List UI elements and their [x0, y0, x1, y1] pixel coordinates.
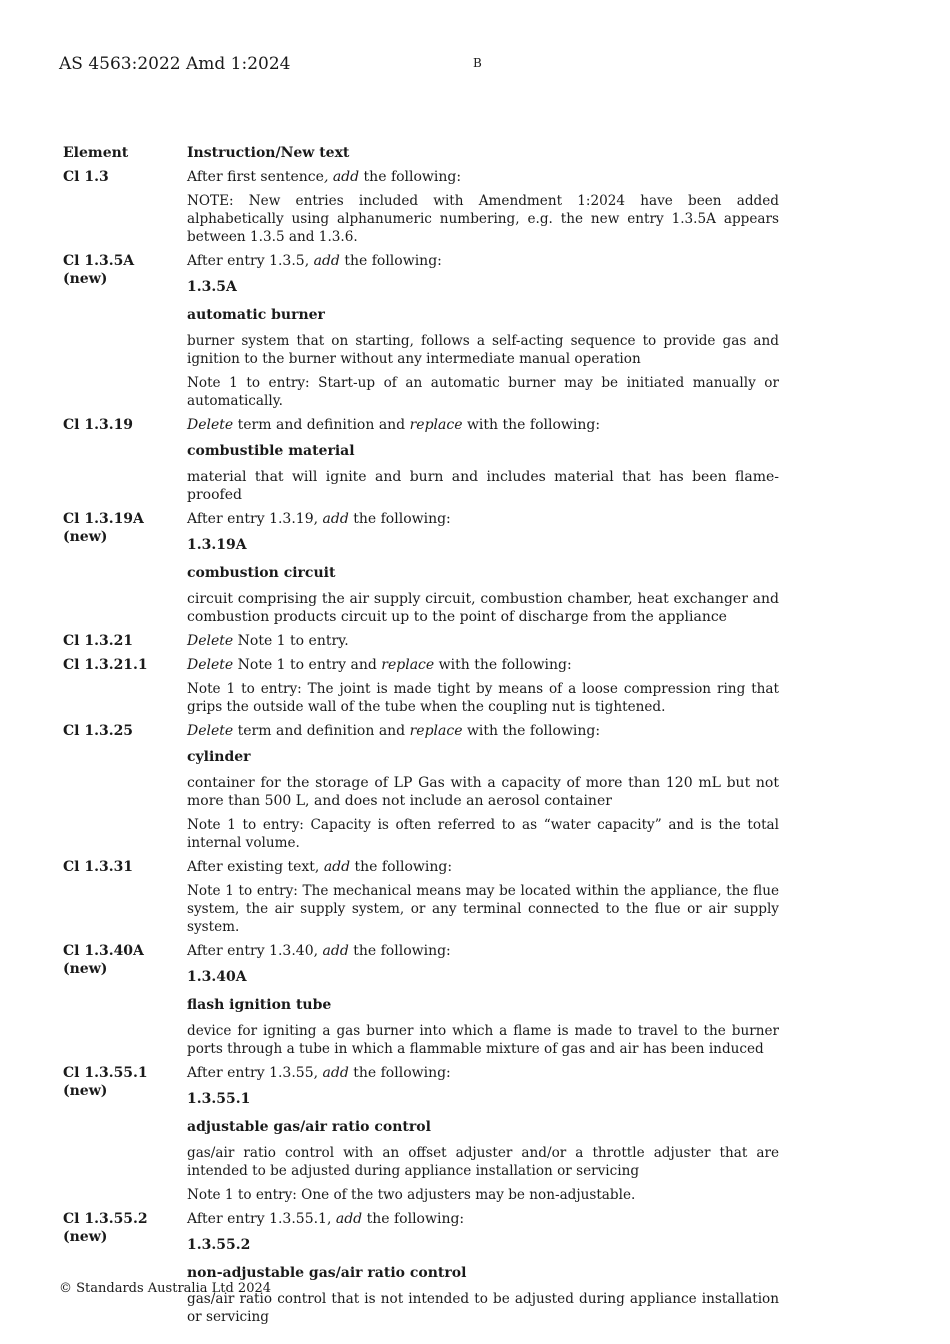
- term-heading: 1.3.55.2: [187, 1237, 251, 1253]
- element-ref: Cl 1.3.19A: [63, 511, 144, 527]
- table-row: [63, 653, 779, 719]
- instruction-keyword: replace: [409, 723, 463, 739]
- table-header-row: [63, 141, 779, 165]
- element-cell: [63, 939, 187, 1061]
- element-ref: Cl 1.3.25: [63, 723, 134, 739]
- element-cell: [63, 507, 187, 629]
- amendment-table: [63, 141, 779, 1329]
- instruction-text: the following:: [348, 511, 451, 527]
- instruction-text: the following:: [362, 1211, 465, 1227]
- table-row: [63, 855, 779, 939]
- definition-text: gas/air ratio control that is not intended to be adjusted during appliance installation or servicing: [187, 1291, 779, 1325]
- term-heading: combustion circuit: [187, 565, 336, 581]
- element-ref: Cl 1.3.55.2: [63, 1211, 148, 1227]
- term-heading: combustible material: [187, 443, 355, 459]
- table-row: [63, 939, 779, 1061]
- term-heading: 1.3.40A: [187, 969, 247, 985]
- element-cell: [63, 719, 187, 855]
- instruction-text: the following:: [350, 859, 453, 875]
- footer-copyright: © Standards Australia Ltd 2024: [59, 1281, 272, 1296]
- element-cell: [63, 855, 187, 939]
- element-cell: [63, 653, 187, 719]
- instruction-keyword: , add: [323, 169, 360, 185]
- term-heading: automatic burner: [187, 307, 325, 323]
- instruction-keyword: add: [322, 511, 349, 527]
- element-cell: [63, 1061, 187, 1207]
- table-row: [63, 413, 779, 507]
- term-heading: 1.3.5A: [187, 279, 237, 295]
- definition-text: Note 1 to entry: One of the two adjusters may be non-adjustable.: [187, 1187, 636, 1203]
- instruction-keyword: add: [323, 859, 351, 875]
- instruction-text: After entry 1.3.55.1,: [187, 1211, 336, 1227]
- instruction-keyword: replace: [409, 417, 463, 433]
- instruction-cell: [187, 629, 779, 653]
- element-ref: Cl 1.3.21.1: [63, 657, 148, 673]
- instruction-text: the following:: [348, 943, 451, 959]
- table-row: [63, 1207, 779, 1329]
- page-letter: B: [473, 56, 482, 70]
- instruction-text: with the following:: [434, 657, 572, 673]
- instruction-text: After entry 1.3.55,: [187, 1065, 323, 1081]
- definition-text: NOTE: New entries included with Amendment 1:2024 have been added alphabetically using alphanumeric numbering, e.g. the new entry 1.3.5A appears between 1.3.5 and 1.3.6.: [187, 193, 779, 245]
- document-id: AS 4563:2022 Amd 1:2024: [59, 54, 291, 74]
- instruction-text: the following:: [339, 253, 442, 269]
- instruction-keyword: add: [322, 1065, 349, 1081]
- definition-text: container for the storage of LP Gas with a capacity of more than 120 mL but not more than 500 L, and does not include an aerosol container: [187, 775, 779, 809]
- element-ref: Cl 1.3.19: [63, 417, 134, 433]
- table-row: [63, 165, 779, 249]
- instruction-cell: [187, 413, 779, 507]
- instruction-cell: [187, 855, 779, 939]
- element-new-tag: (new): [63, 529, 108, 545]
- instruction-line: [187, 629, 779, 653]
- instruction-line: [187, 249, 779, 273]
- instruction-line: [187, 653, 779, 677]
- element-ref: Cl 1.3: [63, 169, 109, 185]
- definition-text: burner system that on starting, follows a self-acting sequence to provide gas and ignition to the burner without any intermediate manual operation: [187, 333, 779, 367]
- instruction-text: the following:: [359, 169, 462, 185]
- instruction-keyword: replace: [381, 657, 435, 673]
- definition-text: Note 1 to entry: Start-up of an automatic burner may be initiated manually or automatically.: [187, 375, 779, 409]
- definition-text: Note 1 to entry: The joint is made tight by means of a loose compression ring that grips the outside wall of the tube when the coupling nut is tightened.: [187, 681, 779, 715]
- element-new-tag: (new): [63, 961, 108, 977]
- instruction-line: [187, 719, 779, 743]
- element-cell: [63, 629, 187, 653]
- element-cell: [63, 1207, 187, 1329]
- element-cell: [63, 165, 187, 249]
- definition-text: material that will ignite and burn and includes material that has been flame-proofed: [187, 469, 779, 503]
- instruction-keyword: Delete: [187, 723, 234, 739]
- term-heading: cylinder: [187, 749, 251, 765]
- instruction-line: [187, 507, 779, 531]
- table-row: [63, 507, 779, 629]
- instruction-cell: [187, 1061, 779, 1207]
- definition-text: device for igniting a gas burner into which a flame is made to travel to the burner ports through a tube in which a flammable mixture of gas and air has been induced: [187, 1023, 779, 1057]
- element-ref: Cl 1.3.5A: [63, 253, 135, 269]
- instruction-text: the following:: [348, 1065, 451, 1081]
- element-ref: Cl 1.3.40A: [63, 943, 144, 959]
- column-header-instruction: Instruction/New text: [187, 145, 350, 161]
- instruction-cell: [187, 1207, 779, 1329]
- element-cell: [63, 249, 187, 413]
- definition-text: circuit comprising the air supply circuit, combustion chamber, heat exchanger and combustion products circuit up to the point of discharge from the appliance: [187, 591, 779, 625]
- element-new-tag: (new): [63, 271, 108, 287]
- instruction-cell: [187, 507, 779, 629]
- definition-text: Note 1 to entry: The mechanical means may be located within the appliance, the flue system, the air supply system, or any terminal connected to the flue or air supply system.: [187, 883, 779, 935]
- instruction-text: term and definition and: [233, 417, 410, 433]
- definition-text: gas/air ratio control with an offset adjuster and/or a throttle adjuster that are intended to be adjusted during appliance installation or servicing: [187, 1145, 779, 1179]
- instruction-line: [187, 939, 779, 963]
- term-heading: 1.3.19A: [187, 537, 247, 553]
- table-row: [63, 1061, 779, 1207]
- element-ref: Cl 1.3.21: [63, 633, 134, 649]
- instruction-text: term and definition and: [233, 723, 410, 739]
- element-new-tag: (new): [63, 1229, 108, 1245]
- instruction-text: Note 1 to entry and: [233, 657, 382, 673]
- instruction-line: [187, 1207, 779, 1231]
- instruction-line: [187, 855, 779, 879]
- instruction-keyword: add: [313, 253, 340, 269]
- instruction-keyword: add: [335, 1211, 363, 1227]
- instruction-text: After entry 1.3.19,: [187, 511, 323, 527]
- instruction-text: After entry 1.3.40,: [187, 943, 323, 959]
- instruction-line: [187, 165, 779, 189]
- instruction-text: with the following:: [462, 723, 601, 739]
- instruction-cell: [187, 719, 779, 855]
- instruction-keyword: add: [322, 943, 349, 959]
- element-ref: Cl 1.3.55.1: [63, 1065, 148, 1081]
- term-heading: adjustable gas/air ratio control: [187, 1119, 431, 1135]
- element-cell: [63, 413, 187, 507]
- instruction-text: with the following:: [462, 417, 601, 433]
- table-row: [63, 249, 779, 413]
- definition-text: Note 1 to entry: Capacity is often referred to as “water capacity” and is the total internal volume.: [187, 817, 779, 851]
- instruction-keyword: Delete: [187, 417, 234, 433]
- instruction-text: Note 1 to entry.: [233, 633, 349, 649]
- table-body: [63, 165, 779, 1329]
- instruction-line: [187, 413, 779, 437]
- instruction-cell: [187, 165, 779, 249]
- instruction-text: After first sentence: [187, 169, 324, 185]
- table-row: [63, 719, 779, 855]
- instruction-keyword: Delete: [187, 657, 234, 673]
- instruction-cell: [187, 939, 779, 1061]
- table-row: [63, 629, 779, 653]
- instruction-cell: [187, 653, 779, 719]
- instruction-line: [187, 1061, 779, 1085]
- term-heading: 1.3.55.1: [187, 1091, 251, 1107]
- instruction-text: After existing text,: [187, 859, 324, 875]
- term-heading: flash ignition tube: [187, 997, 332, 1013]
- element-new-tag: (new): [63, 1083, 108, 1099]
- element-ref: Cl 1.3.31: [63, 859, 134, 875]
- instruction-cell: [187, 249, 779, 413]
- term-heading: non-adjustable gas/air ratio control: [187, 1265, 467, 1281]
- instruction-keyword: Delete: [187, 633, 234, 649]
- column-header-element: Element: [63, 145, 129, 161]
- instruction-text: After entry 1.3.5,: [187, 253, 314, 269]
